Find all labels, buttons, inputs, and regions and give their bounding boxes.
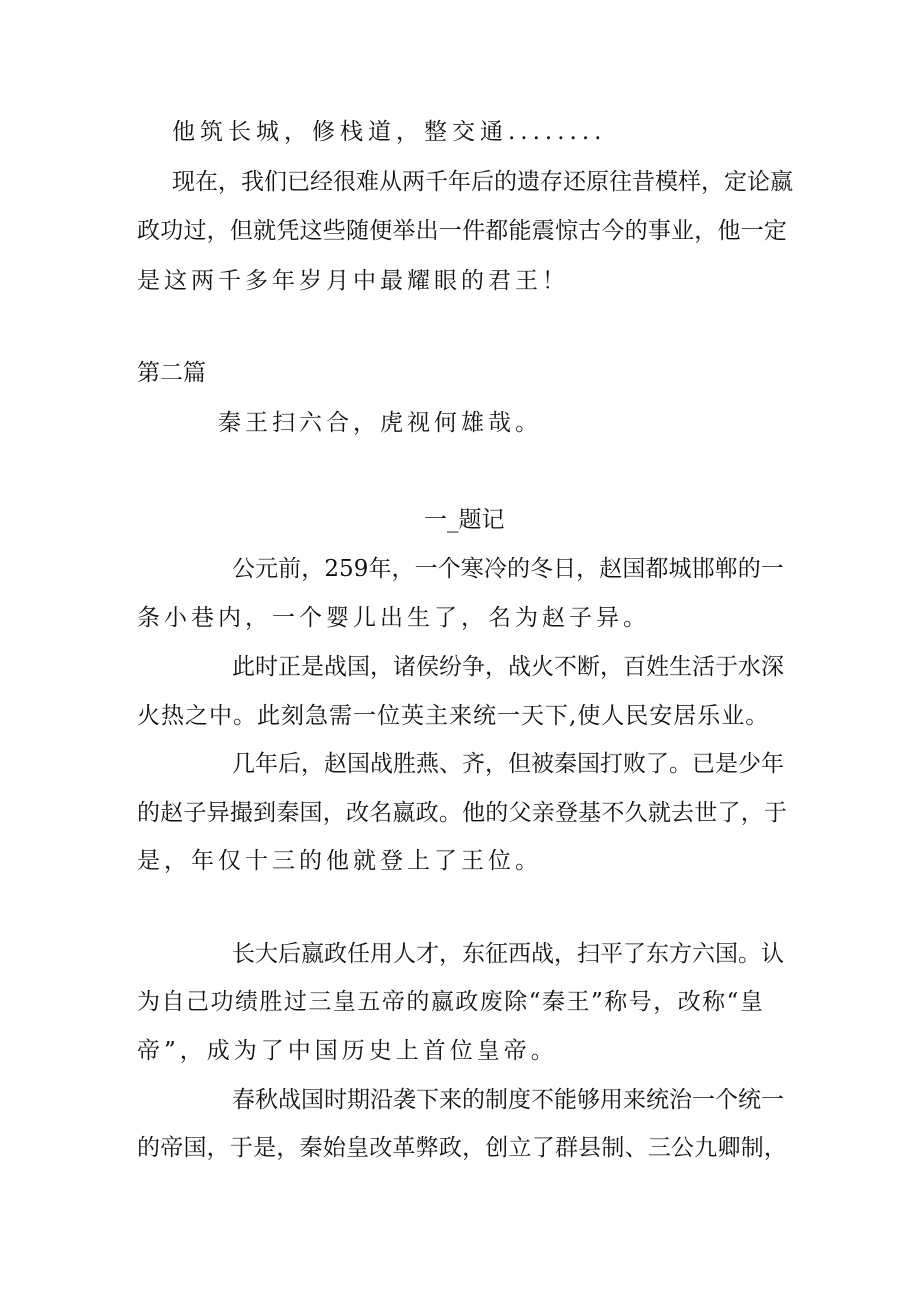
paragraph-line: 几 年 后 ， 赵 国 战 胜 燕 、 齐 ， 但 被 秦 国 打 败 了 。 已 是 少 年 <box>232 751 784 777</box>
paragraph-line: 春 秋 战 国 时 期 沿 袭 下 来 的 制 度 不 能 够 用 来 统 治 一 个 统 一 <box>232 1087 784 1113</box>
section-heading: 一_题记 <box>424 507 505 533</box>
part-title: 第二篇 <box>137 360 206 386</box>
paragraph-line: 他筑长城，修栈道，整交通........ <box>172 119 607 145</box>
paragraph-line: 是，年仅十三的他就登上了王位。 <box>137 848 542 874</box>
paragraph-line: 长 大 后 嬴 政 任 用 人 才 ， 东 征 西 战 ， 扫 平 了 东 方 六 国 。 认 <box>232 941 784 967</box>
paragraph-line: 帝”，成为了中国历史上首位皇帝。 <box>137 1038 558 1064</box>
paragraph-line: 此 时 正 是 战 国 ， 诸 侯 纷 争 ， 战 火 不 断 ， 百 姓 生 活 于 水 深 <box>232 654 784 680</box>
paragraph-line: 政 功 过 ， 但 就 凭 这 些 随 便 举 出 一 件 都 能 震 惊 古 今 的 事 业 ， 他 一 定 <box>137 218 787 244</box>
paragraph-line: 是这两千多年岁月中最耀眼的君王！ <box>137 268 569 294</box>
paragraph-line: 现 在 ， 我 们 已 经 很 难 从 两 千 年 后 的 遗 存 还 原 往 昔 模 样 ， 定 论 嬴 <box>172 169 793 195</box>
paragraph-line: 公 元 前 ， 2 5 9 年 ， 一 个 寒 冷 的 冬 日 ， 赵 国 都 城 邯 郸 的 一 <box>232 556 784 582</box>
paragraph-line: 的 帝 国 ， 于 是 ， 秦 始 皇 改 革 弊 政 ， 创 立 了 群 县 制 、 三 公 九 卿 制 ， <box>137 1135 787 1161</box>
paragraph-line: 为 自 己 功 绩 胜 过 三 皇 五 帝 的 嬴 政 废 除 “ 秦 王 ” 称 号 ， 改 称 “ 皇 <box>137 989 763 1015</box>
paragraph-line: 的 赵 子 异 撮 到 秦 国 ， 改 名 嬴 政 。 他 的 父 亲 登 基 不 久 就 去 世 了 ， 于 <box>137 800 787 826</box>
paragraph-line: 条小巷内，一个婴儿出生了，名为赵子异。 <box>137 605 650 631</box>
epigraph: 秦王扫六合，虎视何雄哉。 <box>218 410 542 436</box>
paragraph-line: 火热之中。此刻急需一位英主来统一天下,使人民安居乐业。 <box>137 703 770 729</box>
